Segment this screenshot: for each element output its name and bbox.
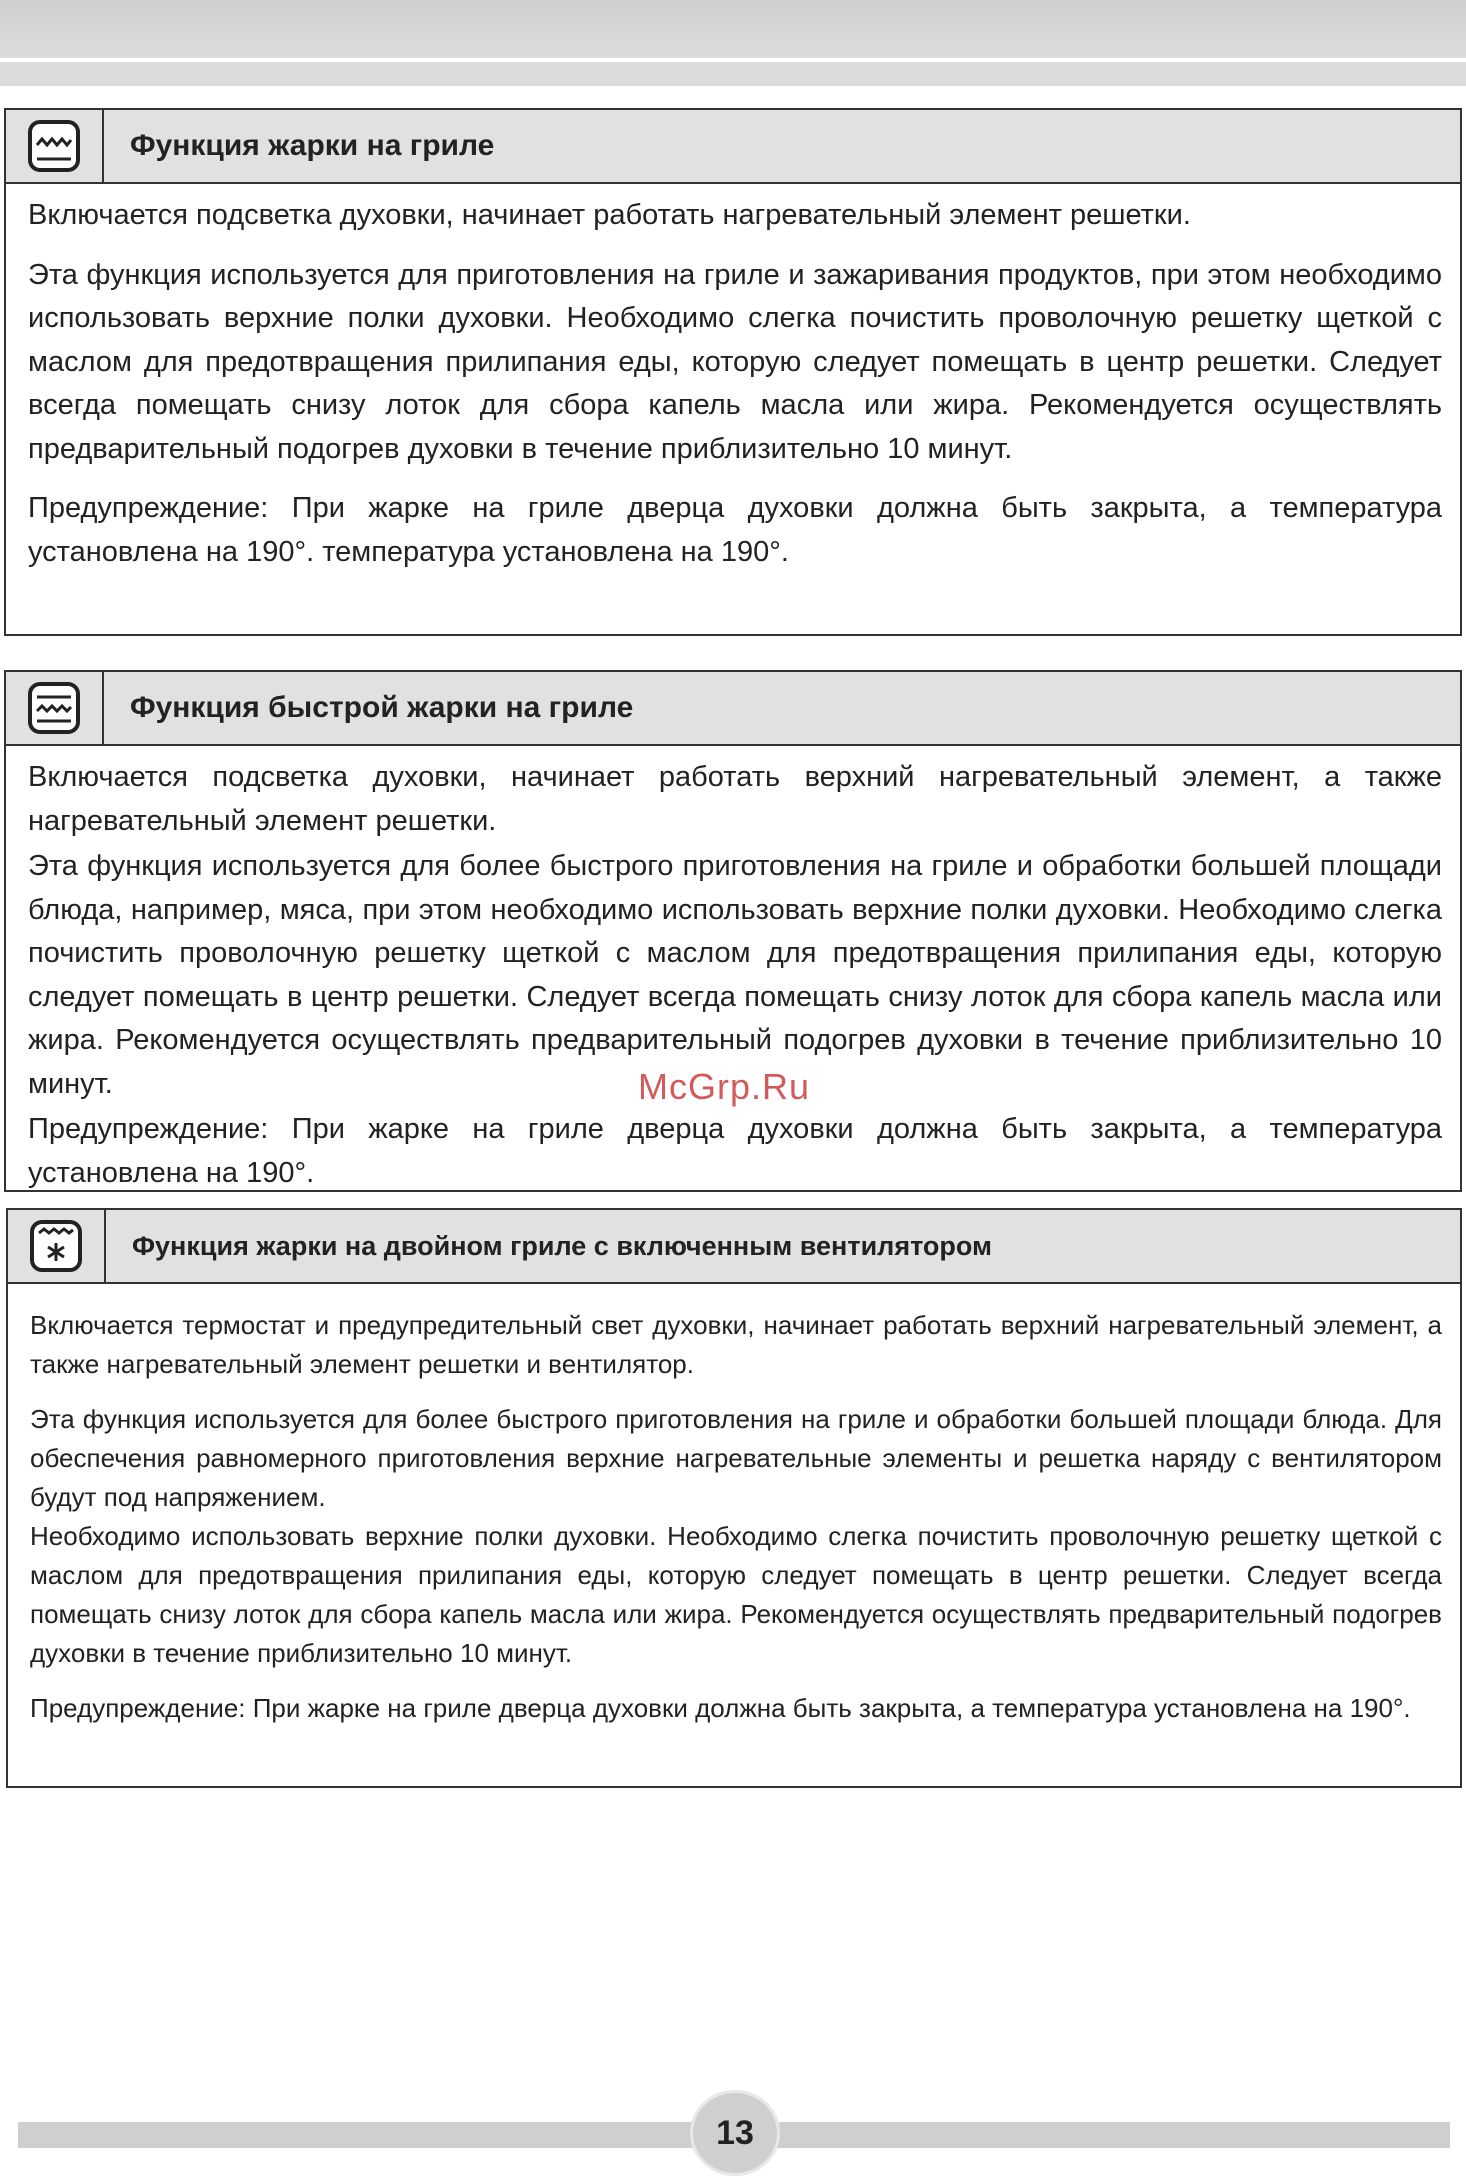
- warning-paragraph: Предупреждение: При жарке на гриле дверца духовки должна быть закрыта, а температура установлена на 190°. температура установлена на 190°.: [28, 492, 1442, 568]
- section-paragraph: Включается подсветка духовки, начинает работать верхний нагревательный элемент, а также нагревательный элемент решетки.: [28, 761, 1442, 837]
- section-icon-cell: [8, 1210, 106, 1282]
- warning-paragraph: Предупреждение: При жарке на гриле дверца духовки должна быть закрыта, а температура установлена на 190°.: [28, 1113, 1442, 1189]
- section-title: Функция жарки на двойном гриле с включенным вентилятором: [132, 1230, 993, 1261]
- watermark: McGrp.Ru: [638, 1066, 811, 1107]
- section-body: [8, 1284, 1460, 1728]
- section-title: Функция жарки на гриле: [130, 129, 495, 162]
- section-body: [6, 746, 1460, 1195]
- section-paragraph: Эта функция используется для более быстрого приготовления на гриле и обработки большей площади блюда, например, мяса, при этом необходимо использовать верхние полки духовки. Необходимо слегка почистить проволочную решетку щеткой с маслом для предотвращения прилипания еды, которую следует помещать в центр решетки. Следует всегда помещать снизу лоток для сбора капель масла или жира. Рекомендуется осуществлять предварительный подогрев духовки в течение приблизительно 10 минут.: [28, 850, 1442, 1100]
- section-paragraph: Включается термостат и предупредительный свет духовки, начинает работать верхний нагревательный элемент, а также нагревательный элемент решетки и вентилятор.: [30, 1310, 1442, 1379]
- section-title: Функция быстрой жарки на гриле: [130, 691, 634, 724]
- section-icon-cell: [6, 672, 104, 744]
- header-bar: [0, 0, 1466, 58]
- fan-grill-icon: [29, 1219, 83, 1273]
- section-header: [6, 110, 1460, 184]
- section-paragraph: Эта функция используется для более быстрого приготовления на гриле и обработки большей площади блюда. Для обеспечения равномерного приготовления верхние нагревательные элементы и решетка наряду с вентилятором будут под напряжением.: [30, 1404, 1442, 1512]
- section-header: [6, 672, 1460, 746]
- section-icon-cell: [6, 110, 104, 182]
- warning-paragraph: Предупреждение: При жарке на гриле дверца духовки должна быть закрыта, а температура установлена на 190°.: [30, 1693, 1411, 1723]
- section-fast-grill: [4, 670, 1462, 1192]
- fast-grill-icon: [27, 681, 81, 735]
- section-grill: [4, 108, 1462, 636]
- grill-icon: [27, 119, 81, 173]
- section-paragraph: Эта функция используется для приготовления на гриле и зажаривания продуктов, при этом необходимо использовать верхние полки духовки. Необходимо слегка почистить проволочную решетку щеткой с маслом для предотвращения прилипания еды, которую следует помещать в центр решетки. Следует всегда помещать снизу лоток для сбора капель масла или жира. Рекомендуется осуществлять предварительный подогрев духовки в течение приблизительно 10 минут.: [28, 258, 1442, 465]
- section-header: [8, 1210, 1460, 1284]
- section-paragraph: Включается подсветка духовки, начинает работать нагревательный элемент решетки.: [28, 199, 1191, 231]
- section-paragraph: Необходимо использовать верхние полки духовки. Необходимо слегка почистить проволочную решетку щеткой с маслом для предотвращения прилипания еды, которую следует помещать в центр решетки. Следует всегда помещать снизу лоток для сбора капель масла или жира. Рекомендуется осуществлять предварительный подогрев духовки в течение приблизительно 10 минут.: [30, 1521, 1442, 1668]
- section-fan-grill: [6, 1208, 1462, 1788]
- page-number: 13: [690, 2090, 780, 2176]
- section-body: [6, 184, 1460, 574]
- header-bar-lower: [0, 62, 1466, 86]
